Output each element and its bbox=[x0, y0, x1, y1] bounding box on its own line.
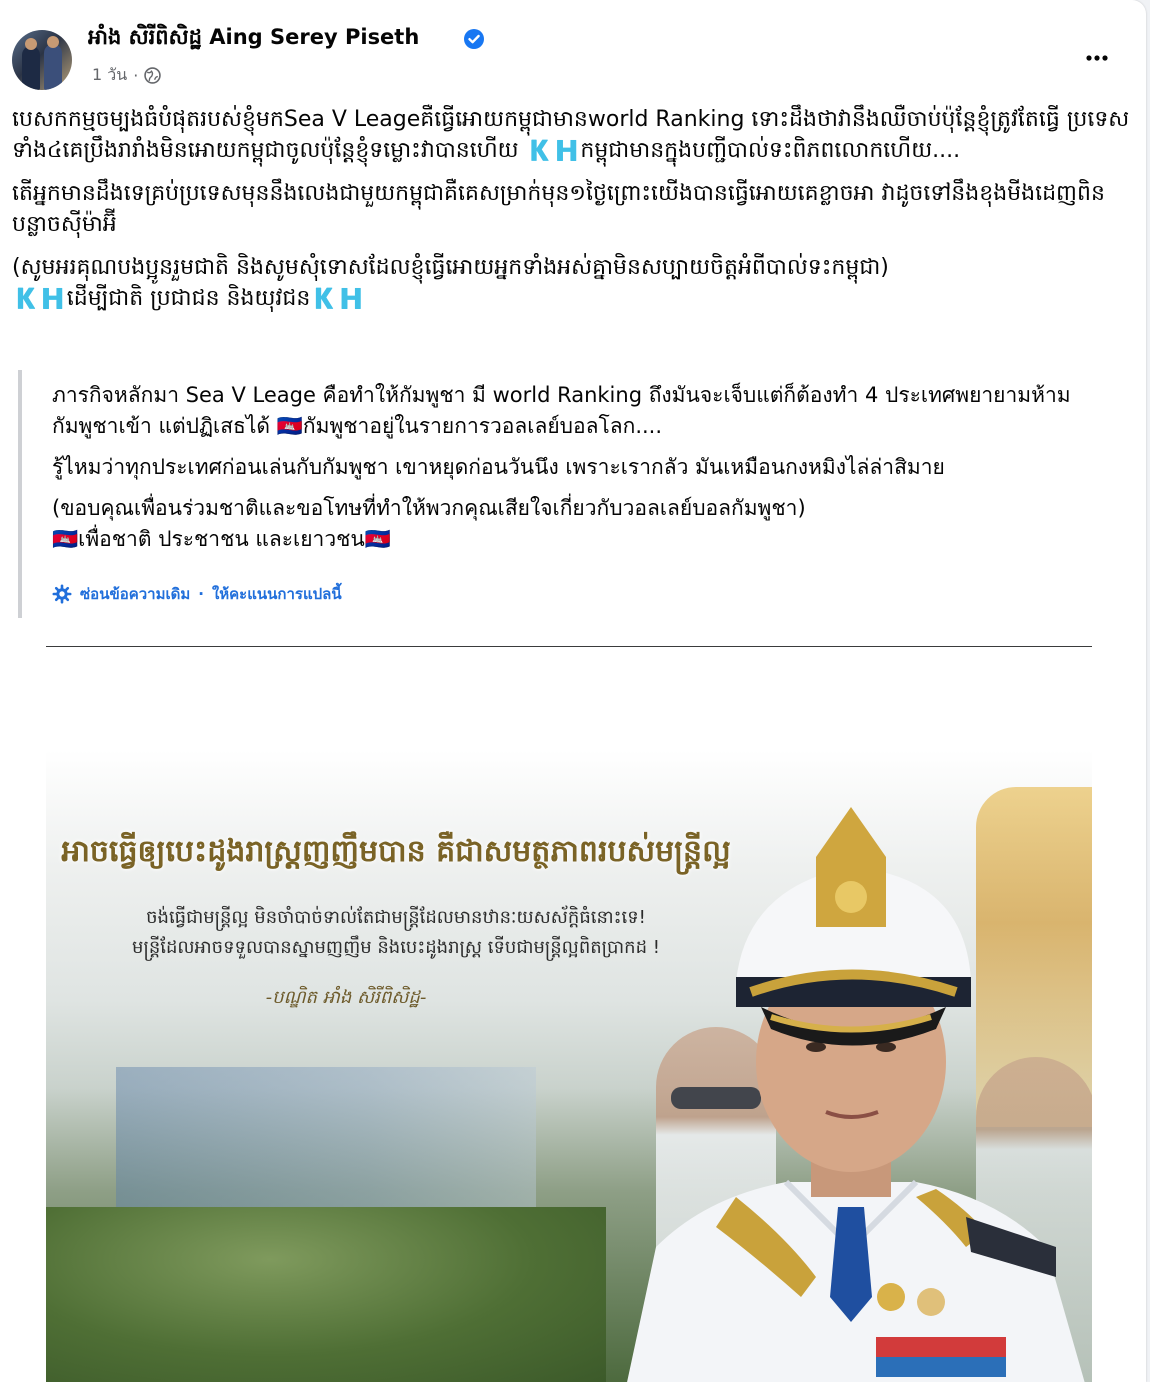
photo-caption: ចង់ធ្វើជាមន្ត្រីល្អ មិនចាំបាច់ទាល់តែជាមន្ត្រីដែលមានឋានៈយសស័ក្តិធំនោះទេ! bbox=[146, 907, 646, 928]
avatar-figure bbox=[22, 46, 40, 90]
author-avatar[interactable] bbox=[12, 30, 72, 90]
translation-separator: · bbox=[198, 585, 204, 603]
photo-hedge bbox=[46, 1207, 606, 1382]
avatar-figure bbox=[47, 36, 59, 48]
post-photo[interactable] bbox=[46, 647, 1092, 1382]
translation-block bbox=[18, 370, 1112, 618]
translation-paragraph: (ขอบคุณเพื่อนร่วมชาติและขอโทษที่ทำให้พวกคุณเสียใจเกี่ยวกับวอลเลย์บอลกัมพูชา) 🇰🇭เพื่อชาติ ประชาชน และเยาวชน🇰🇭 bbox=[52, 496, 806, 551]
translation-text bbox=[52, 380, 1102, 565]
translation-controls bbox=[52, 582, 342, 606]
avatar-figure bbox=[44, 44, 62, 90]
translation-paragraph: ภารกิจหลักมา Sea V Leage คือทำให้กัมพูชา มี world Ranking ถึงมันจะเจ็บแต่ก็ต้องทำ 4 ประเทศพยายามห้ามกัมพูชาเข้า แต่ปฏิเสธได้ 🇰🇭กัมพูชาอยู่ในรายการวอลเลย์บอลโลก.... bbox=[52, 383, 1071, 438]
globe-icon bbox=[144, 67, 161, 84]
translate-gear-icon bbox=[52, 584, 72, 604]
translation-paragraph: รู้ไหมว่าทุกประเทศก่อนเล่นกับกัมพูชา เขาหยุดก่อนวันนึง เพราะเรากลัว มันเหมือนกงหมิงไล่ล่าสิมาย bbox=[52, 455, 945, 479]
post-meta bbox=[92, 63, 161, 88]
author-name[interactable]: អាំង សិរីពិសិដ្ឋ Aing Serey Piseth bbox=[88, 25, 420, 49]
verified-badge-icon bbox=[463, 28, 485, 50]
post-body bbox=[12, 104, 1132, 326]
post-timestamp[interactable]: 1 วัน bbox=[92, 65, 128, 84]
photo-headline: អាចធ្វើឲ្យបេះដូងរាស្ត្រញញឹមបាន គឺជាសមត្ថភាពរបស់មន្ត្រីល្អ bbox=[61, 834, 731, 869]
post-paragraph: បេសកកម្មចម្បងធំបំផុតរបស់ខ្ញុំមកSea V Leageគឺធ្វើអោយកម្ពុជាមានworld Ranking ទោះដឹងថាវានឹងឈឺចាប់ប៉ុន្តែខ្ញុំត្រូវតែធ្វើ ប្រទេសទាំង៤គេប្រឹងរារាំងមិនអោយកម្ពុជាចូលប៉ុន្តែខ្ញុំទម្លោះវាបានហើយ 🇰🇭កម្ពុជាមានក្នុងបញ្ជីបាល់ទះពិភពលោកហើយ.... bbox=[12, 107, 1130, 163]
rate-translation-link[interactable]: ให้คะแนนการแปลนี้ bbox=[211, 585, 342, 603]
avatar-figure bbox=[25, 38, 37, 50]
photo-caption: មន្ត្រីដែលអាចទទួលបានស្នាមញញឹម និងបេះដូងរាស្ត្រ ទើបជាមន្ត្រីល្អពិតប្រាកដ ! bbox=[132, 937, 660, 958]
hide-original-link[interactable]: ซ่อนข้อความเดิม bbox=[80, 585, 191, 603]
post-paragraph: តើអ្នកមានដឹងទេគ្រប់ប្រទេសមុននឹងលេងជាមួយកម្ពុជាគឺគេសម្រាក់មុន១ថ្ងៃព្រោះយើងបានធ្វើអោយគេខ្លាចអា វាដូចទៅនឹងខុងមីងដេញពិនបន្លាចស៊ីម៉ាអ៊ី bbox=[12, 181, 1105, 237]
photo-signature: -បណ្ឌិត អាំង សិរីពិសិដ្ឋ- bbox=[265, 987, 427, 1008]
post-paragraph: (សូមអរគុណបងប្អូនរួមជាតិ និងសូមសុំទោសដែលខ្ញុំធ្វើអោយអ្នកទាំងអស់គ្នាមិនសប្បាយចិត្តអំពីបាល់ទះកម្ពុជា) 🇰🇭ដើម្បីជាតិ ប្រជាជន និងយុវជន🇰🇭 bbox=[12, 255, 889, 311]
meta-separator: · bbox=[133, 66, 139, 85]
photo-background-banner bbox=[116, 1067, 536, 1207]
more-options-icon[interactable] bbox=[1082, 48, 1112, 68]
